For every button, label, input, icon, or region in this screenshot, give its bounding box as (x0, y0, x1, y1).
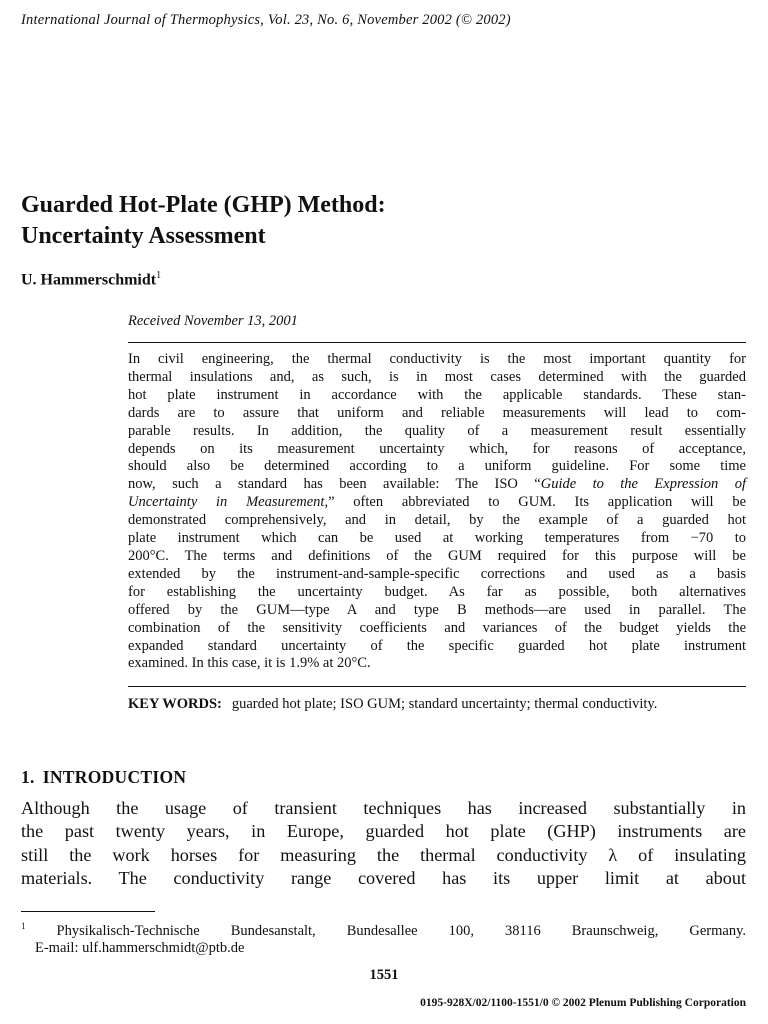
intro-line: still the work horses for measuring the thermal conductivity λ of insulating (21, 844, 746, 865)
abstract-line (128, 476, 746, 494)
title-line-1: Guarded Hot-Plate (GHP) Method: (21, 192, 386, 218)
intro-paragraph (21, 797, 746, 891)
footnote-mark: 1 (21, 921, 26, 931)
section-heading (21, 767, 186, 788)
abstract (128, 351, 746, 673)
abstract-line: for establishing the uncertainty budget. As far as possible, both alternatives (128, 583, 746, 600)
footnote-email: E-mail: ulf.hammerschmidt@ptb.de (35, 939, 245, 956)
abstract-line: In civil engineering, the thermal conductivity is the most important quantity for (128, 351, 746, 367)
copyright-line: 0195-928X/02/1100-1551/0 © 2002 Plenum Publishing Corporation (420, 997, 746, 1009)
abstract-text: ,” often abbreviated to GUM. Its application will be (324, 494, 747, 511)
keywords-top-rule (128, 686, 746, 687)
keywords-text: guarded hot plate; ISO GUM; standard uncertainty; thermal conductivity. (231, 696, 658, 712)
abstract-line: extended by the instrument-and-sample-specific corrections and used as a basis (128, 565, 746, 582)
paper-title (21, 190, 386, 252)
author-name: U. Hammerschmidt (21, 271, 157, 289)
footnote-rule (21, 911, 155, 912)
intro-line: Although the usage of transient techniques has increased substantially in (21, 798, 746, 818)
abstract-line: should also be determined according to a uniform guideline. For some time (128, 458, 746, 475)
abstract-line: demonstrated comprehensively, and in detail, by the example of a guarded hot (128, 512, 746, 529)
abstract-line: plate instrument which can be used at working temperatures from −70 to (128, 530, 746, 547)
page-number: 1551 (369, 967, 399, 983)
abstract-text: now, such a standard has been available: The ISO “ (128, 476, 541, 493)
abstract-line: parable results. In addition, the quality of a measurement result essentially (128, 422, 746, 439)
received-date: Received November 13, 2001 (128, 313, 298, 329)
abstract-line: depends on its measurement uncertainty which, for reasons of acceptance, (128, 440, 746, 457)
author-footnote-mark: 1 (156, 270, 162, 281)
abstract-line: examined. In this case, it is 1.9% at 20°C. (128, 655, 371, 672)
abstract-line: hot plate instrument in accordance with the applicable standards. These stan- (128, 386, 746, 403)
abstract-italic-title: Guide to the Expression of (540, 476, 747, 493)
abstract-line: combination of the sensitivity coefficients and variances of the budget yields the (128, 619, 746, 636)
intro-line: materials. The conductivity range covered has its upper limit at about (21, 868, 746, 889)
title-line-2: Uncertainty Assessment (21, 223, 266, 249)
abstract-line (128, 494, 746, 512)
abstract-italic-title: Uncertainty in Measurement (128, 494, 325, 511)
author (21, 270, 161, 289)
abstract-line: thermal insulations and, as such, is in most cases determined with the guarded (128, 368, 746, 385)
keywords-label: KEY WORDS: (128, 696, 222, 712)
footnote-line-1 (21, 918, 746, 940)
footnote-affiliation: Physikalisch-Technische Bundesanstalt, Bundesallee 100, 38116 Braunschweig, Germany. (56, 922, 746, 939)
keywords (128, 695, 746, 713)
abstract-line: dards are to assure that uniform and reliable measurements will lead to com- (128, 404, 746, 421)
abstract-top-rule (128, 342, 746, 343)
footnote (21, 918, 746, 957)
intro-line: the past twenty years, in Europe, guarded hot plate (GHP) instruments are (21, 821, 746, 842)
section-number: 1. (21, 767, 35, 787)
abstract-line: 200°C. The terms and definitions of the GUM required for this purpose will be (128, 547, 746, 564)
abstract-line: expanded standard uncertainty of the specific guarded hot plate instrument (128, 637, 746, 654)
journal-header: International Journal of Thermophysics, Vol. 23, No. 6, November 2002 (© 2002) (21, 12, 511, 28)
section-title: INTRODUCTION (42, 767, 187, 787)
abstract-line: offered by the GUM—type A and type B methods—are used in parallel. The (128, 601, 746, 618)
